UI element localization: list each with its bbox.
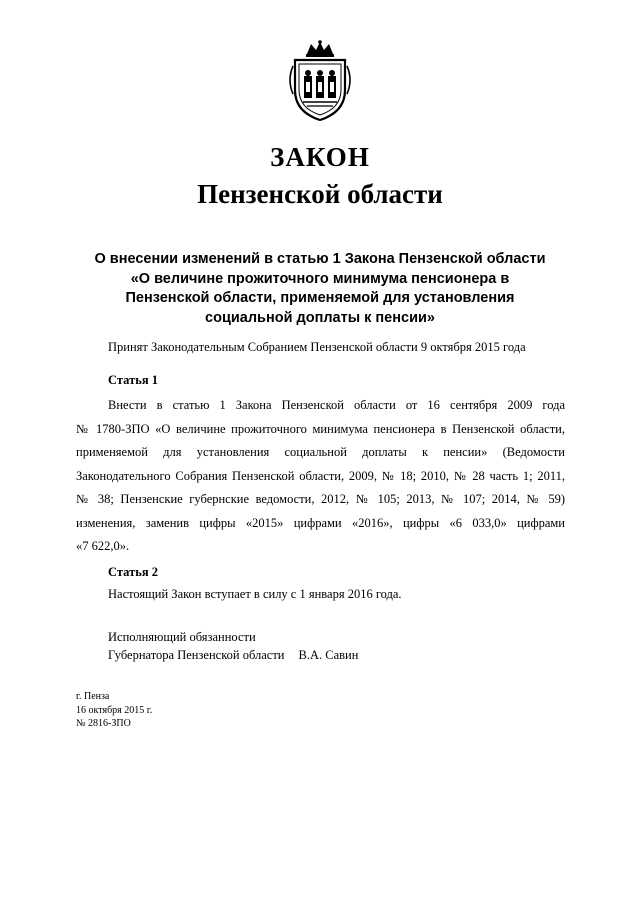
signature-name: В.А. Савин <box>298 648 359 662</box>
document-region: Пензенской области <box>197 179 443 209</box>
coat-of-arms-emblem <box>285 40 355 122</box>
document-footer <box>76 690 152 731</box>
article-1-title: Статья 1 <box>108 373 158 387</box>
law-heading <box>60 250 580 328</box>
article-1-line: применяемой для установления социальной доплаты к пенсии» (Ведомости <box>76 445 565 459</box>
article-1-line: изменения, заменив цифры «2015» цифрами «2016», цифры «6 033,0» цифрами <box>76 515 565 530</box>
heading-line: Пензенской области, применяемой для установления <box>125 290 515 306</box>
signature-row <box>108 646 358 664</box>
heading-line: «О величине прожиточного минимума пенсионера в <box>130 270 510 287</box>
heading-line: социальной доплаты к пенсии» <box>205 309 435 326</box>
footer-city: г. Пенза <box>76 691 110 702</box>
footer-date: 16 октября 2015 г. <box>76 704 153 716</box>
article-1-line: № 38; Пензенские губернские ведомости, 2012, № 105; 2013, № 107; 2014, № 59) <box>76 492 565 506</box>
article-1-line: Внести в статью 1 Закона Пензенской области от 16 сентября 2009 года <box>108 398 565 412</box>
signature-office: Губернатора Пензенской области <box>108 648 285 662</box>
footer-number: № 2816-ЗПО <box>76 718 131 729</box>
article-1-text <box>76 394 565 559</box>
article-2-title: Статья 2 <box>108 565 158 579</box>
document-title: ЗАКОН <box>270 142 370 172</box>
adoption-note: Принят Законодательным Собранием Пензенской области 9 октября 2015 года <box>108 340 526 354</box>
article-1-line: № 1780-ЗПО «О величине прожиточного минимума пенсионера в Пензенской области, <box>76 421 565 436</box>
article-2-text: Настоящий Закон вступает в силу с 1 января 2016 года. <box>108 587 402 601</box>
heading-line: О внесении изменений в статью 1 Закона Пензенской области <box>94 251 546 267</box>
article-1-line: Законодательного Собрания Пензенской области, 2009, № 18; 2010, № 28 часть 1; 2011, <box>76 468 565 483</box>
signature-block <box>108 628 358 664</box>
article-1-line: «7 622,0». <box>76 539 130 553</box>
signature-position: Исполняющий обязанности <box>108 630 256 644</box>
